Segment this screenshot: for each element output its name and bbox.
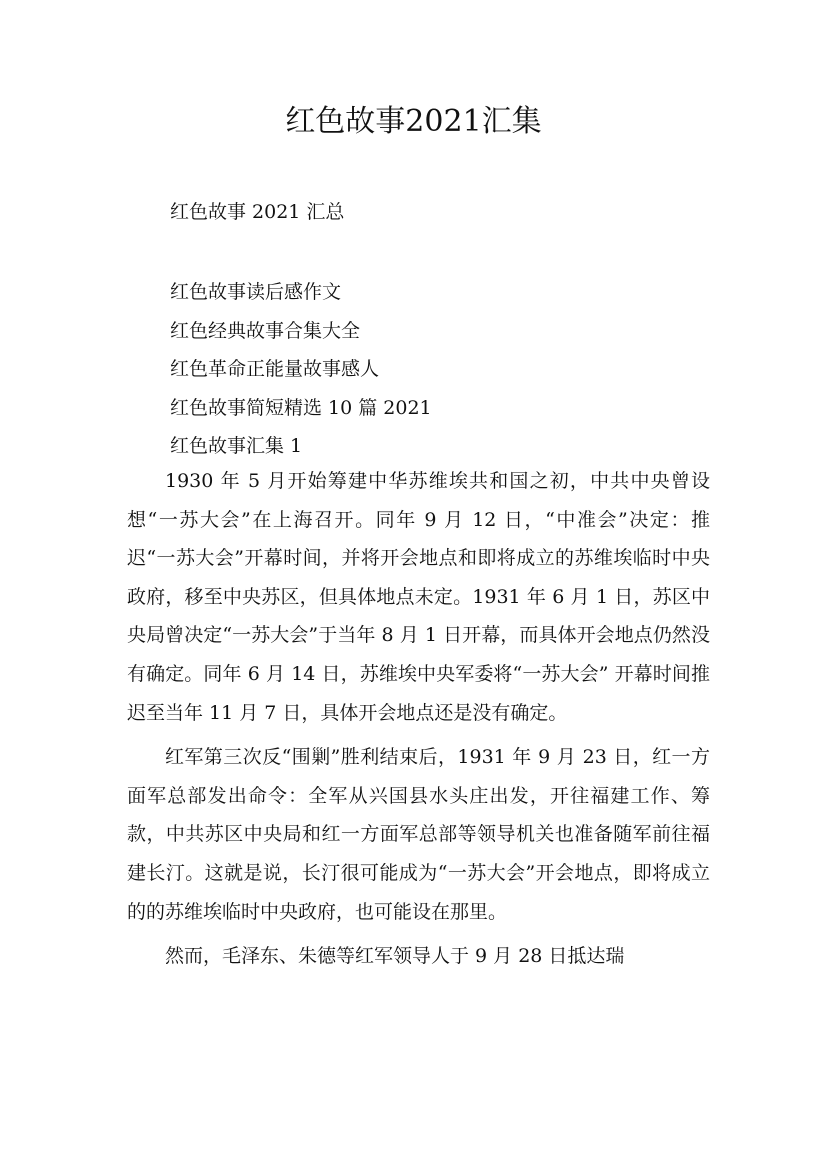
toc-item: 红色经典故事合集大全: [170, 319, 361, 342]
body-paragraph: 红军第三次反“围剿”胜利结束后，1931 年 9 月 23 日，红一方面军总部发出命令：全军从兴国县水头庄出发，开往福建工作、筹款，中共苏区中央局和红一方面军总部等领导机关也准备随军前往福建长汀。这就是说，长汀很可能成为“一苏大会”开会地点，即将成立的的苏维埃临时中央政府，也可能设在那里。: [127, 746, 710, 923]
body-paragraph: 1930 年 5 月开始筹建中华苏维埃共和国之初，中共中央曾设想“一苏大会”在上海召开。同年 9 月 12 日，“中准会”决定：推迟“一苏大会”开幕时间，并将开会地点和即将成立的苏维埃临时中央政府，移至中央苏区，但具体地点未定。1931 年 6 月 1 日，苏区中央局曾决定“一苏大会”于当年 8 月 1 日开幕，而具体开会地点仍然没有确定。同年 6 月 14 日，苏维埃中央军委将“一苏大会” 开幕时间推迟至当年 11 月 7 日，具体开会地点还是没有确定。: [127, 470, 710, 724]
document-body: [127, 462, 710, 976]
table-of-contents: [170, 273, 432, 466]
document-title: 红色故事2021汇集: [285, 104, 542, 139]
toc-item: 红色故事读后感作文: [170, 281, 342, 303]
toc-item: 红色故事简短精选 10 篇 2021: [170, 396, 432, 419]
toc-item: 红色故事汇集 1: [170, 435, 303, 457]
body-paragraph: 然而，毛泽东、朱德等红军领导人于 9 月 28 日抵达瑞: [165, 945, 625, 968]
document-subtitle: 红色故事 2021 汇总: [170, 201, 345, 223]
toc-item: 红色革命正能量故事感人: [170, 358, 380, 380]
